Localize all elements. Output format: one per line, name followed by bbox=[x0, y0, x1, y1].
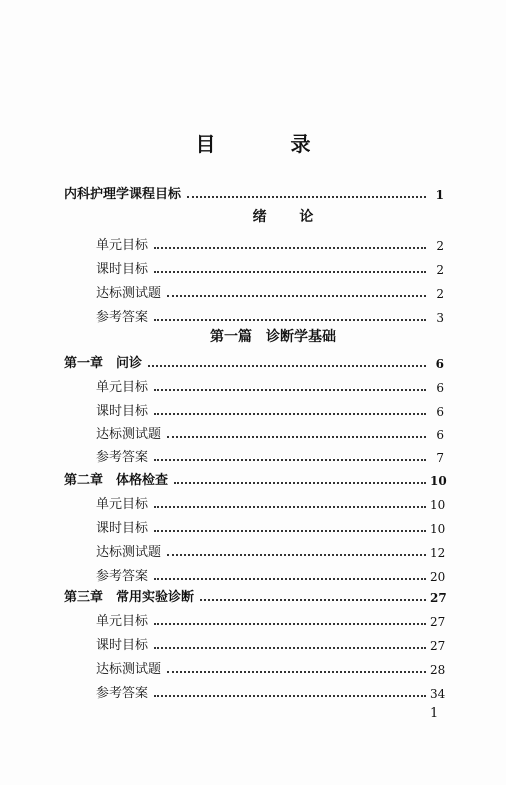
toc-entry-label: 单元目标 bbox=[96, 497, 149, 512]
toc-entry-label: 课时目标 bbox=[96, 404, 149, 419]
toc-entry-ch3-test[interactable] bbox=[96, 653, 444, 677]
section-heading-intro: 绪 论 bbox=[252, 209, 328, 225]
dot-leader bbox=[154, 237, 426, 249]
dot-leader bbox=[167, 426, 426, 438]
toc-entry-page: 10 bbox=[430, 498, 446, 512]
toc-entry-ch1-answers[interactable] bbox=[96, 441, 444, 465]
toc-entry-page: 10 bbox=[430, 474, 447, 488]
toc-entry-label: 达标测试题 bbox=[96, 662, 162, 677]
toc-entry-page: 1 bbox=[435, 188, 444, 202]
dot-leader bbox=[154, 568, 426, 580]
toc-entry-label: 课时目标 bbox=[96, 521, 149, 536]
dot-leader bbox=[154, 449, 426, 461]
toc-entry-label: 单元目标 bbox=[96, 238, 149, 253]
dot-leader bbox=[148, 355, 426, 367]
toc-entry-page: 34 bbox=[430, 687, 446, 701]
toc-entry-ch2-test[interactable] bbox=[96, 536, 444, 560]
toc-entry-label: 单元目标 bbox=[96, 614, 149, 629]
toc-entry-page: 6 bbox=[436, 428, 444, 442]
dot-leader bbox=[154, 637, 426, 649]
dot-leader bbox=[154, 520, 426, 532]
toc-entry-page: 10 bbox=[430, 522, 446, 536]
toc-entry-page: 2 bbox=[436, 263, 444, 277]
dot-leader bbox=[154, 403, 426, 415]
toc-entry-chapter-2[interactable] bbox=[64, 464, 447, 488]
toc-entry-intro-test[interactable] bbox=[96, 277, 444, 301]
toc-entry-page: 6 bbox=[436, 381, 444, 395]
toc-entry-page: 27 bbox=[430, 639, 446, 653]
dot-leader bbox=[167, 661, 426, 673]
dot-leader bbox=[154, 685, 426, 697]
toc-entry-page: 6 bbox=[435, 357, 444, 371]
toc-entry-ch2-unit-goal[interactable] bbox=[96, 488, 444, 512]
toc-entry-chapter-1[interactable] bbox=[64, 347, 444, 371]
dot-leader bbox=[154, 613, 426, 625]
toc-entry-page: 2 bbox=[436, 239, 444, 253]
toc-entry-ch1-lesson-goal[interactable] bbox=[96, 395, 444, 419]
toc-entry-label: 参考答案 bbox=[96, 686, 149, 701]
toc-entry-label: 达标测试题 bbox=[96, 545, 162, 560]
toc-entry-page: 20 bbox=[430, 570, 446, 584]
dot-leader bbox=[200, 589, 426, 601]
toc-entry-label: 第一章 问诊 bbox=[64, 356, 143, 371]
section-heading-part1: 第一篇 诊断学基础 bbox=[210, 329, 336, 345]
toc-entry-intro-lesson-goal[interactable] bbox=[96, 253, 444, 277]
toc-entry-intro-unit-goal[interactable] bbox=[96, 229, 444, 253]
toc-entry-page: 6 bbox=[436, 405, 444, 419]
toc-entry-label: 参考答案 bbox=[96, 450, 149, 465]
toc-entry-chapter-3[interactable] bbox=[64, 581, 447, 605]
toc-entry-label: 参考答案 bbox=[96, 569, 149, 584]
dot-leader bbox=[167, 544, 426, 556]
page-title: 目 录 bbox=[195, 132, 345, 156]
toc-entry-ch3-answers[interactable] bbox=[96, 677, 444, 701]
toc-entry-intro-answers[interactable] bbox=[96, 301, 444, 325]
dot-leader bbox=[154, 379, 426, 391]
toc-entry-label: 课时目标 bbox=[96, 638, 149, 653]
toc-entry-ch3-unit-goal[interactable] bbox=[96, 605, 444, 629]
toc-entry-ch3-lesson-goal[interactable] bbox=[96, 629, 444, 653]
toc-entry-label: 单元目标 bbox=[96, 380, 149, 395]
toc-entry-page: 3 bbox=[436, 311, 444, 325]
toc-entry-label: 第二章 体格检查 bbox=[64, 473, 169, 488]
toc-entry-label: 达标测试题 bbox=[96, 286, 162, 301]
toc-entry-label: 达标测试题 bbox=[96, 427, 162, 442]
toc-entry-page: 27 bbox=[430, 591, 447, 605]
dot-leader bbox=[154, 496, 426, 508]
toc-entry-ch1-unit-goal[interactable] bbox=[96, 371, 444, 395]
toc-entry-label: 参考答案 bbox=[96, 310, 149, 325]
toc-entry-ch2-lesson-goal[interactable] bbox=[96, 512, 444, 536]
toc-entry-label: 第三章 常用实验诊断 bbox=[64, 590, 195, 605]
toc-entry-page: 2 bbox=[436, 287, 444, 301]
toc-entry-label: 内科护理学课程目标 bbox=[64, 187, 182, 202]
dot-leader bbox=[167, 285, 426, 297]
page-number: 1 bbox=[430, 706, 439, 721]
dot-leader bbox=[187, 186, 426, 198]
dot-leader bbox=[154, 261, 426, 273]
toc-entry-ch1-test[interactable] bbox=[96, 418, 444, 442]
toc-entry-page: 27 bbox=[430, 615, 446, 629]
toc-entry-course-goal[interactable] bbox=[64, 178, 444, 202]
dot-leader bbox=[154, 309, 426, 321]
dot-leader bbox=[174, 472, 426, 484]
toc-entry-page: 7 bbox=[436, 451, 444, 465]
toc-entry-label: 课时目标 bbox=[96, 262, 149, 277]
toc-entry-page: 28 bbox=[430, 663, 446, 677]
toc-entry-page: 12 bbox=[430, 546, 446, 560]
